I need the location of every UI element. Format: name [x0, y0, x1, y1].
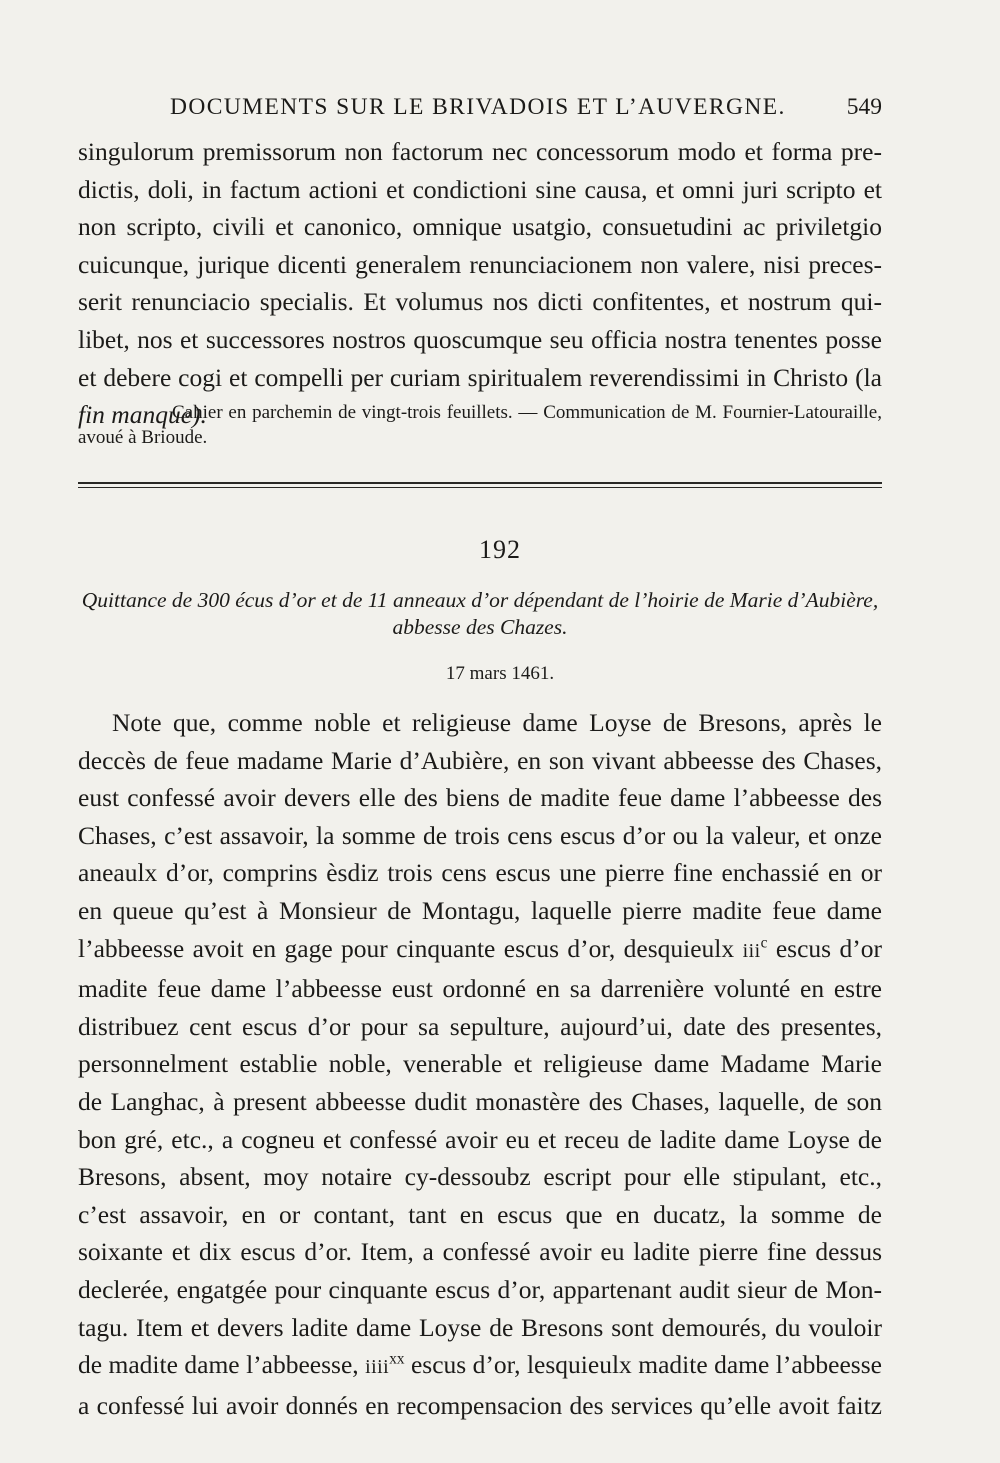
- text-line: declerée, engatgée pour cinquante escus d’or, appartenant audit sieur de Mon-: [78, 1274, 882, 1304]
- text-line: Chases, c’est assavoir, la somme de trois cens escus d’or ou la valeur, et onze: [78, 820, 882, 850]
- text-fragment: escus d’or: [767, 933, 882, 963]
- text-fragment: l’abbeesse avoit en gage pour cinquante escus d’or, desquieulx: [78, 933, 743, 963]
- numeral-superscript: xx: [389, 1350, 405, 1368]
- running-head: [78, 94, 882, 124]
- text-line: non scripto, civili et canonico, omnique usatgio, consuetudini ac priviletgio: [78, 212, 882, 242]
- text-line: personnelment establie noble, venerable et religieuse dame Madame Marie: [78, 1049, 882, 1079]
- text-fragment: escus d’or, lesquieulx madite dame l’abbeesse: [404, 1350, 882, 1380]
- text-fragment: de madite dame l’abbeesse,: [78, 1350, 366, 1380]
- section-rule: [78, 487, 882, 488]
- numeral-superscript: c: [760, 934, 768, 952]
- text-line: Bresons, absent, moy notaire cy-dessoubz escript pour elle stipulant, etc.,: [78, 1162, 882, 1192]
- text-line: distribuez cent escus d’or pour sa sepulture, aujourd’ui, date des presentes,: [78, 1011, 882, 1041]
- text-line: c’est assavoir, en or contant, tant en escus que en ducatz, la somme de: [78, 1199, 882, 1229]
- text-line: cuicunque, jurique dicenti generalem renunciacionem non valere, nisi preces-: [78, 249, 882, 279]
- text-line: soixante et dix escus d’or. Item, a confessé avoir eu ladite pierre fine dessus: [78, 1237, 882, 1267]
- text-line: singulorum premissorum non factorum nec concessorum modo et forma pre-: [78, 137, 882, 166]
- page-number: 549: [846, 94, 882, 120]
- text-line: eust confessé avoir devers elle des biens de madite feue dame l’abbeesse des: [78, 783, 882, 813]
- document-title: [78, 587, 882, 641]
- text-line: fin manque).: [78, 400, 207, 430]
- source-note-line: avoué à Brioude.: [78, 426, 208, 448]
- roman-numeral: iii: [742, 939, 761, 962]
- text-line: [78, 930, 882, 971]
- document-number: 192: [479, 535, 521, 564]
- roman-numeral: iiii: [365, 1356, 390, 1379]
- text-line: dictis, doli, in factum actioni et condictioni sine causa, et omni juri scripto et: [78, 174, 882, 204]
- continuation-paragraph: [78, 133, 882, 434]
- document-title-line: abbesse des Chazes.: [392, 615, 568, 639]
- text-line: Note que, comme noble et religieuse dame Loyse de Bresons, après le: [112, 708, 882, 737]
- source-note-line: Cahier en parchemin de vingt-trois feuillets. — Communication de M. Fournier-Latouraille,: [172, 402, 882, 423]
- source-note: [78, 401, 882, 450]
- text-line: tagu. Item et devers ladite dame Loyse de Bresons sont demourés, du vouloir: [78, 1312, 882, 1342]
- document-date: 17 mars 1461.: [445, 663, 555, 684]
- text-line: serit renunciacio specialis. Et volumus nos dicti confitentes, et nostrum qui-: [78, 287, 882, 317]
- document-title-line: Quittance de 300 écus d’or et de 11 anneaux d’or dépendant de l’hoirie de Marie d’Aubière,: [81, 588, 879, 612]
- text-line: aneaulx d’or, comprins èsdiz trois cens escus une pierre fine enchassié en or: [78, 858, 882, 888]
- text-line: et debere cogi et compelli per curiam spiritualem reverendissimi in Christo (la: [78, 362, 882, 392]
- text-line: [78, 1346, 882, 1387]
- text-line: bon gré, etc., a cogneu et confessé avoir eu et receu de ladite dame Loyse de: [78, 1124, 882, 1154]
- text-line: en queue qu’est à Monsieur de Montagu, laquelle pierre madite feue dame: [78, 895, 882, 925]
- text-line: libet, nos et successores nostros quoscumque seu officia nostra tenentes posse: [78, 324, 882, 354]
- text-line: de Langhac, à present abbeesse dudit monastère des Chases, laquelle, de son: [78, 1086, 882, 1116]
- text-line: madite feue dame l’abbeesse eust ordonné en sa darrenière volunté en estre: [78, 974, 882, 1004]
- body-paragraph: [78, 704, 882, 1424]
- text-line: a confessé lui avoir donnés en recompensacion des services qu’elle avoit faitz: [78, 1390, 882, 1420]
- text-line: deccès de feue madame Marie d’Aubière, en son vivant abbeesse des Chases,: [78, 745, 882, 775]
- section-rule: [78, 482, 882, 484]
- running-title: DOCUMENTS SUR LE BRIVADOIS ET L’AUVERGNE.: [170, 94, 786, 120]
